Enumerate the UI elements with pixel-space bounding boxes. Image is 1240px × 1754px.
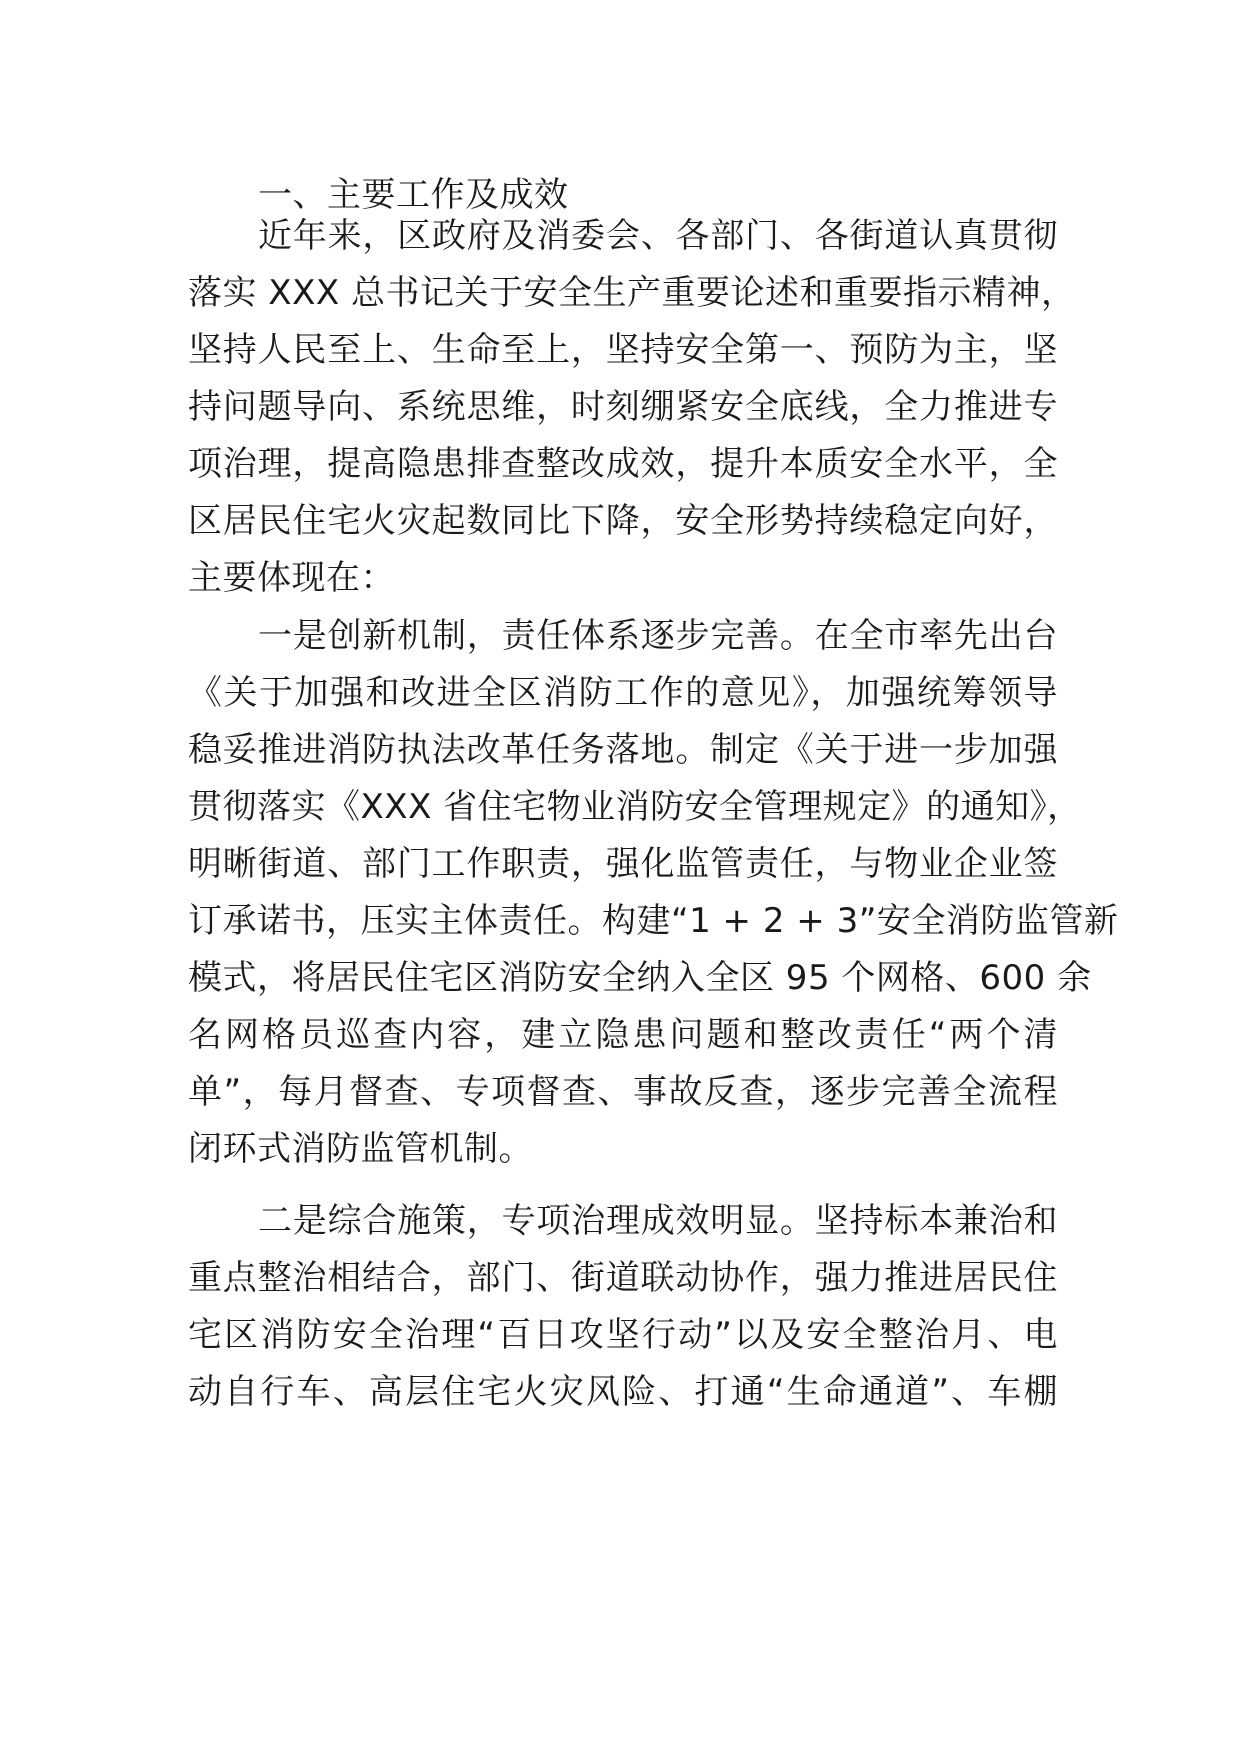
paragraph-2-line-4: 贯彻落实《XXX 省住宅物业消防安全管理规定》的通知》，	[188, 787, 1082, 827]
paragraph-1-line-5: 项治理，提高隐患排查整改成效，提升本质安全水平，全	[188, 444, 1058, 484]
paragraph-3-line-3: 宅区消防安全治理“百日攻坚行动”以及安全整治月、电	[188, 1315, 1058, 1355]
paragraph-1-line-3: 坚持人民至上、生命至上，坚持安全第一、预防为主，坚	[188, 330, 1058, 370]
paragraph-2-line-8: 名网格员巡查内容，建立隐患问题和整改责任“两个清	[188, 1015, 1058, 1055]
paragraph-1-line-2: 落实 XXX 总书记关于安全生产重要论述和重要指示精神，	[188, 273, 1076, 313]
paragraph-1-line-7: 主要体现在：	[188, 558, 395, 598]
paragraph-2-line-6: 订承诺书，压实主体责任。构建“1 + 2 + 3”安全消防监管新	[188, 901, 1119, 941]
paragraph-1-line-4: 持问题导向、系统思维，时刻绷紧安全底线，全力推进专	[188, 387, 1058, 427]
paragraph-2-line-7: 模式，将居民住宅区消防安全纳入全区 95 个网格、600 余	[188, 958, 1092, 998]
paragraph-2-line-2: 《关于加强和改进全区消防工作的意见》，加强统筹领导	[188, 673, 1058, 713]
paragraph-1-line-6: 区居民住宅火灾起数同比下降，安全形势持续稳定向好，	[188, 501, 1058, 541]
paragraph-2-line-1: 一是创新机制，责任体系逐步完善。在全市率先出台	[258, 616, 1058, 656]
paragraph-3-line-2: 重点整治相结合，部门、街道联动协作，强力推进居民住	[188, 1258, 1058, 1298]
paragraph-1-line-1: 近年来，区政府及消委会、各部门、各街道认真贯彻	[258, 216, 1058, 256]
paragraph-3-line-1: 二是综合施策，专项治理成效明显。坚持标本兼治和	[258, 1201, 1058, 1241]
paragraph-2-line-9: 单”，每月督查、专项督查、事故反查，逐步完善全流程	[188, 1072, 1058, 1112]
paragraph-2-line-10: 闭环式消防监管机制。	[188, 1129, 533, 1169]
paragraph-3-line-4: 动自行车、高层住宅火灾风险、打通“生命通道”、车棚	[188, 1372, 1058, 1412]
paragraph-2-line-5: 明晰街道、部门工作职责，强化监管责任，与物业企业签	[188, 844, 1058, 884]
section-heading: 一、主要工作及成效	[258, 175, 569, 215]
paragraph-2-line-3: 稳妥推进消防执法改革任务落地。制定《关于进一步加强	[188, 730, 1058, 770]
